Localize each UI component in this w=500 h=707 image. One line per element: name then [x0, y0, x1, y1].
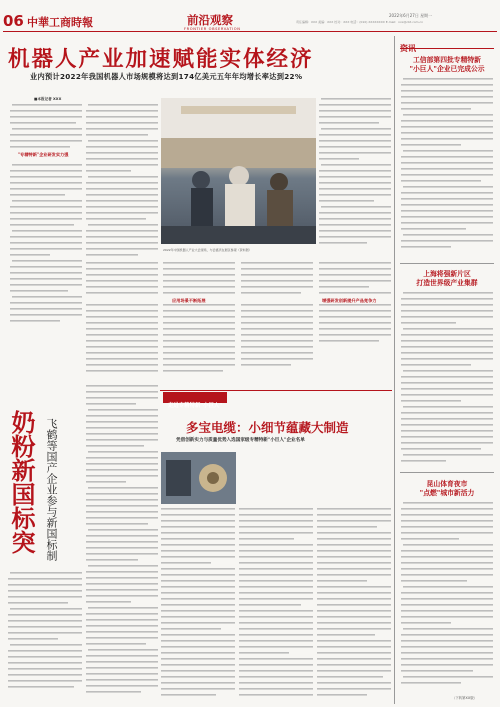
brief3-title: 昆山体育夜市 "点燃"城市新活力 — [419, 480, 475, 497]
section-name-en: FRONTIER OBSERVATION — [184, 27, 241, 31]
mid-article-tag-label: 走进专精特新"小巨人" — [168, 403, 223, 409]
brief1-body — [401, 78, 493, 258]
mid-article-tag — [163, 392, 227, 409]
left-feature-body — [8, 572, 82, 702]
lead-body-lower — [86, 262, 391, 382]
text-lines — [319, 98, 391, 253]
left-feature-subtitle: 飞鹤等国产企业参与新国标制 — [45, 418, 58, 561]
mid-article-top-rule — [160, 390, 392, 391]
lead-body-col3 — [319, 98, 391, 253]
brief1-title: 工信部第四批专精特新 "小巨人"企业已完成公示 — [409, 56, 485, 73]
photo-scene — [161, 452, 236, 504]
mid-article-body — [161, 508, 391, 704]
text-lines — [10, 104, 82, 404]
text-lines — [401, 78, 493, 258]
brief2-body — [401, 292, 493, 470]
mid-article-headline: 多宝电缆：小细节蕴藏大制造 — [186, 420, 349, 435]
section-name: 前沿观察 — [187, 13, 233, 27]
paper-name: 中華工商時報 — [27, 16, 93, 29]
lead-headline: 机器人产业加速赋能实体经济 — [8, 47, 314, 72]
left-feature-body-2 — [86, 385, 158, 703]
lead-body-col1 — [10, 104, 82, 404]
mid-article-photo — [161, 452, 236, 504]
issue-date: 2022年6月27日 星期一 — [389, 13, 433, 18]
text-lines — [86, 262, 391, 382]
brief3-body — [401, 502, 493, 692]
lead-photo-caption: 2022年中国机器人产业大会现场，与会嘉宾在展区参观（资料图） — [163, 248, 252, 252]
lead-subheading-1: "专精特新"企业研发实力强 — [18, 152, 69, 157]
text-lines — [401, 292, 493, 470]
mid-article-subhead: 凭借创新实力与质量优势入选国家级专精特新"小巨人"企业名单 — [176, 438, 305, 443]
text-lines — [161, 508, 391, 704]
lead-byline: ■本报记者 XXX — [34, 97, 62, 101]
text-lines — [86, 385, 158, 703]
brief-divider-2 — [400, 472, 494, 473]
lead-photo — [161, 98, 316, 244]
lead-subheading-3: 增强研发创新提升产品竞争力 — [322, 298, 377, 303]
right-column-divider — [394, 36, 395, 704]
lead-subheading-2: 应用场景不断拓展 — [172, 298, 206, 303]
editor-credits: 责任编辑：XXX 美编：XXX 校对：XXX 电话：(010) XXXXXXXX E-mail：xxx@cbt.com.cn — [296, 20, 424, 24]
photo-scene — [161, 98, 316, 244]
lead-body-col2 — [86, 104, 158, 264]
text-lines — [8, 572, 82, 702]
page-number: 06 — [3, 12, 24, 30]
lead-subheadline: 业内预计2022年我国机器人市场规模将达到174亿美元五年年均增长率达到22% — [30, 72, 303, 81]
right-column-header — [400, 36, 494, 53]
right-column-header-label: 资讯 — [400, 44, 416, 53]
brief2-title: 上海将强新片区 打造世界级产业集群 — [416, 270, 478, 287]
left-feature-title: 奶粉新国标突 — [7, 410, 36, 554]
continued-note: （下转第XX版） — [452, 696, 477, 700]
masthead-rule — [3, 31, 497, 32]
brief-divider-1 — [400, 263, 494, 264]
text-lines — [86, 104, 158, 264]
text-lines — [401, 502, 493, 692]
